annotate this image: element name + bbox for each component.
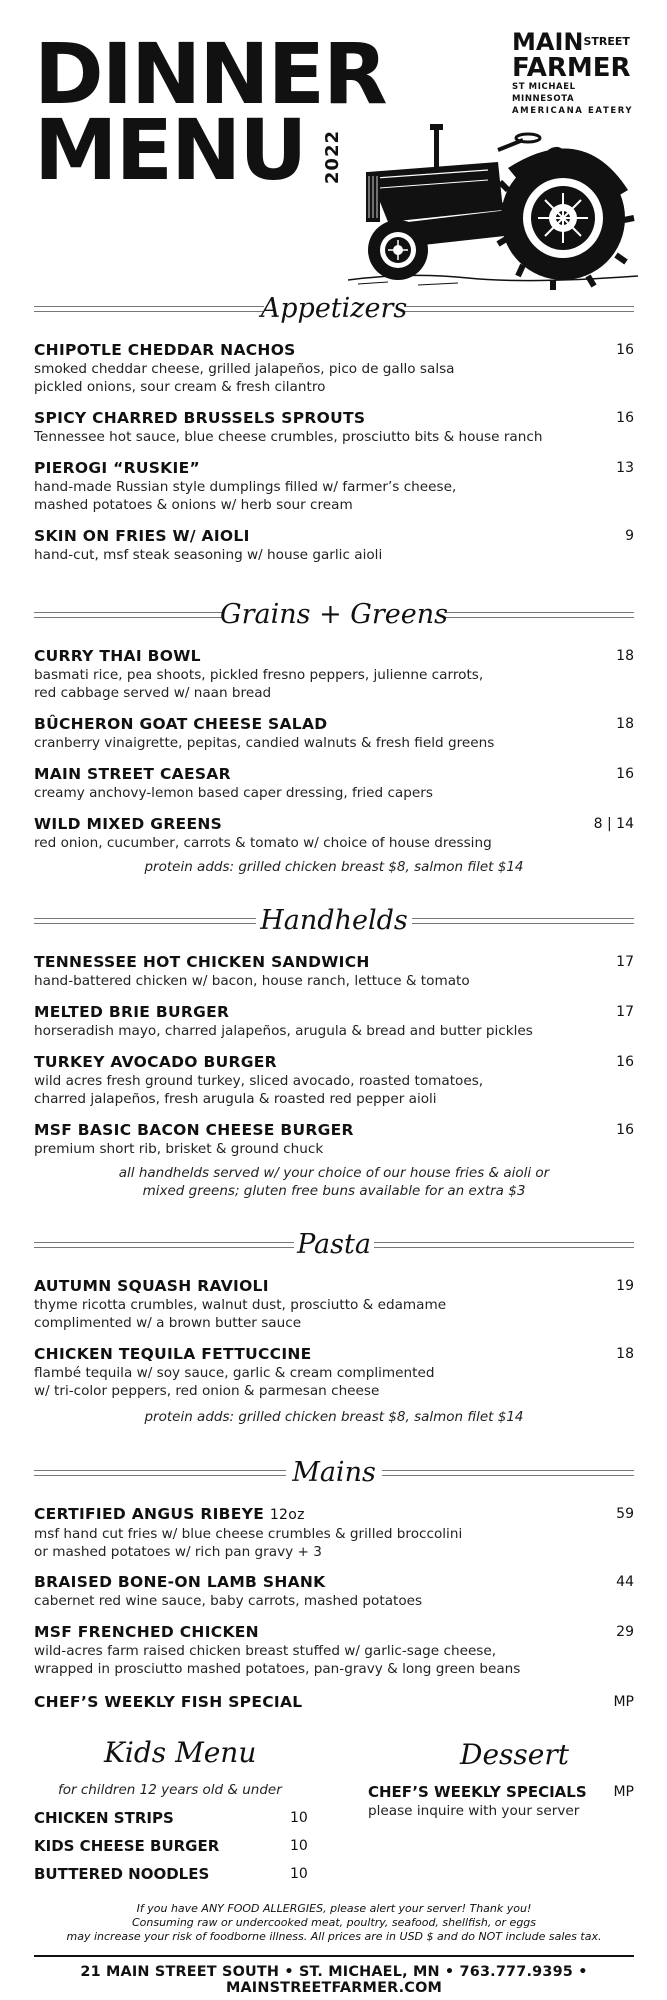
menu-item	[34, 1572, 634, 1610]
item-name: MSF FRENCHED CHICKEN	[34, 1623, 259, 1641]
item-description: wrapped in prosciutto mashed potatoes, pan-gravy & long green beans	[34, 1661, 521, 1677]
item-name: CHEF’S WEEKLY SPECIALS	[368, 1783, 587, 1801]
menu-item	[34, 1002, 634, 1040]
item-price: 17	[616, 1004, 634, 1020]
section-pasta-header	[34, 1228, 634, 1262]
menu-item	[34, 408, 634, 446]
item-price: 8 | 14	[593, 816, 634, 832]
item-description: wild acres fresh ground turkey, sliced avocado, roasted tomatoes,	[34, 1073, 484, 1089]
brand-tagline: AMERICANA EATERY	[512, 106, 634, 116]
item-description: cranberry vinaigrette, pepitas, candied walnuts & fresh field greens	[34, 735, 495, 751]
item-name: CHEF’S WEEKLY FISH SPECIAL	[34, 1693, 303, 1711]
handhelds-note: all handhelds served w/ your choice of our house fries & aioli or	[118, 1165, 550, 1181]
footer-divider	[34, 1955, 634, 1957]
menu-item	[34, 1344, 634, 1400]
item-price: 16	[616, 766, 634, 782]
item-name: AUTUMN SQUASH RAVIOLI	[34, 1277, 269, 1295]
item-description: flambé tequila w/ soy sauce, garlic & cream complimented	[34, 1365, 435, 1381]
section-title: Handhelds	[260, 905, 408, 936]
item-name: CHIPOTLE CHEDDAR NACHOS	[34, 341, 296, 359]
section-mains-header	[34, 1456, 634, 1490]
dessert-item	[368, 1782, 634, 1820]
protein-adds-note: protein adds: grilled chicken breast $8, salmon filet $14	[144, 859, 524, 875]
item-name: MELTED BRIE BURGER	[34, 1003, 230, 1021]
item-description: premium short rib, brisket & ground chuck	[34, 1141, 324, 1157]
menu-item	[34, 646, 634, 702]
item-price: 18	[616, 1346, 634, 1362]
kids-menu-subtitle: for children 12 years old & under	[58, 1782, 282, 1798]
menu-item	[34, 1692, 634, 1712]
menu-item	[34, 526, 634, 564]
handhelds-note: mixed greens; gluten free buns available for an extra $3	[142, 1183, 526, 1199]
item-name: SPICY CHARRED BRUSSELS SPROUTS	[34, 409, 366, 427]
item-name: CERTIFIED ANGUS RIBEYE	[34, 1505, 265, 1523]
dessert-title: Dessert	[460, 1738, 569, 1771]
item-name: BUTTERED NOODLES	[34, 1865, 210, 1883]
item-description: charred jalapeños, fresh arugula & roasted red pepper aioli	[34, 1091, 437, 1107]
item-description: hand-battered chicken w/ bacon, house ranch, lettuce & tomato	[34, 973, 470, 989]
item-description: thyme ricotta crumbles, walnut dust, prosciutto & edamame	[34, 1297, 447, 1313]
item-description: hand-made Russian style dumplings filled w/ farmer’s cheese,	[34, 479, 457, 495]
item-size: 12oz	[269, 1507, 305, 1523]
brand-logo	[512, 30, 636, 117]
item-description: hand-cut, msf steak seasoning w/ house garlic aioli	[34, 547, 383, 563]
section-handhelds-header	[34, 904, 634, 938]
item-description: msf hand cut fries w/ blue cheese crumbles & grilled broccolini	[34, 1526, 463, 1542]
item-price: 29	[616, 1624, 634, 1640]
item-name: BÛCHERON GOAT CHEESE SALAD	[34, 715, 328, 733]
item-description: red cabbage served w/ naan bread	[34, 685, 272, 701]
brand-main: MAIN	[512, 28, 584, 56]
section-title: Appetizers	[260, 293, 408, 324]
menu-item	[34, 1622, 634, 1678]
item-price: 18	[616, 648, 634, 664]
item-name: MSF BASIC BACON CHEESE BURGER	[34, 1121, 354, 1139]
item-description: complimented w/ a brown butter sauce	[34, 1315, 302, 1331]
item-description: basmati rice, pea shoots, pickled fresno peppers, julienne carrots,	[34, 667, 484, 683]
kids-item	[34, 1836, 312, 1856]
menu-item	[34, 764, 634, 802]
item-price: 17	[616, 954, 634, 970]
item-name: CHICKEN TEQUILA FETTUCCINE	[34, 1345, 312, 1363]
item-price: 18	[616, 716, 634, 732]
item-description: wild-acres farm raised chicken breast stuffed w/ garlic-sage cheese,	[34, 1643, 497, 1659]
disclaimer-line: Consuming raw or undercooked meat, poultry, seafood, shellfish, or eggs	[131, 1916, 537, 1929]
item-description: or mashed potatoes w/ rich pan gravy + 3	[34, 1544, 322, 1560]
item-price: 16	[616, 1122, 634, 1138]
item-price: 16	[616, 410, 634, 426]
item-price: 16	[616, 342, 634, 358]
allergy-disclaimer	[34, 1902, 634, 1944]
item-name: CURRY THAI BOWL	[34, 647, 201, 665]
menu-item	[34, 458, 634, 514]
menu-item	[34, 814, 634, 852]
brand-farmer: FARMER	[512, 53, 631, 83]
brand-street: STREET	[583, 35, 630, 48]
item-price: 19	[616, 1278, 634, 1294]
section-title: Pasta	[297, 1229, 371, 1260]
item-price: MP	[613, 1694, 634, 1710]
kids-item	[34, 1864, 312, 1884]
section-appetizers-header	[34, 292, 634, 326]
item-description: pickled onions, sour cream & fresh cilantro	[34, 379, 326, 395]
item-description: Tennessee hot sauce, blue cheese crumbles, prosciutto bits & house ranch	[34, 429, 543, 445]
item-description: w/ tri-color peppers, red onion & parmesan cheese	[34, 1383, 380, 1399]
item-name: PIEROGI “RUSKIE”	[34, 459, 200, 477]
protein-adds-note: protein adds: grilled chicken breast $8, salmon filet $14	[144, 1409, 524, 1425]
menu-item	[34, 714, 634, 752]
footer-contact: 21 MAIN STREET SOUTH • ST. MICHAEL, MN • 763.777.9395 • MAINSTREETFARMER.COM	[80, 1964, 588, 1996]
item-price: 59	[616, 1506, 634, 1522]
item-name: BRAISED BONE-ON LAMB SHANK	[34, 1573, 326, 1591]
section-title: Grains + Greens	[220, 599, 448, 630]
menu-item	[34, 1052, 634, 1108]
disclaimer-line: may increase your risk of foodborne illness. All prices are in USD $ and do NOT include sales tax.	[66, 1930, 602, 1943]
item-description: please inquire with your server	[368, 1803, 580, 1819]
menu-item	[34, 1120, 634, 1158]
item-name: SKIN ON FRIES W/ AIOLI	[34, 527, 250, 545]
menu-item	[34, 340, 634, 396]
item-name: MAIN STREET CAESAR	[34, 765, 231, 783]
menu-year: 2022	[322, 130, 343, 185]
menu-title-line1: DINNER	[34, 25, 386, 123]
item-description: smoked cheddar cheese, grilled jalapeños, pico de gallo salsa	[34, 361, 455, 377]
tractor-illustration	[348, 110, 638, 290]
menu-item	[34, 1276, 634, 1332]
item-description: horseradish mayo, charred jalapeños, arugula & bread and butter pickles	[34, 1023, 533, 1039]
item-price: 10	[290, 1838, 308, 1854]
item-description: red onion, cucumber, carrots & tomato w/ choice of house dressing	[34, 835, 492, 851]
item-name: KIDS CHEESE BURGER	[34, 1837, 220, 1855]
menu-title-line2: MENU	[34, 101, 306, 199]
item-price: 44	[616, 1574, 634, 1590]
kids-item	[34, 1808, 312, 1828]
menu-item	[34, 1504, 634, 1561]
item-description: creamy anchovy-lemon based caper dressing, fried capers	[34, 785, 433, 801]
disclaimer-line: If you have ANY FOOD ALLERGIES, please alert your server! Thank you!	[136, 1902, 532, 1915]
item-price: 10	[290, 1810, 308, 1826]
kids-menu-title: Kids Menu	[104, 1736, 257, 1769]
item-price: 9	[625, 528, 634, 544]
item-name: WILD MIXED GREENS	[34, 815, 223, 833]
menu-item	[34, 952, 634, 990]
section-grains-header	[34, 598, 634, 632]
item-description: mashed potatoes & onions w/ herb sour cream	[34, 497, 353, 513]
item-price: 16	[616, 1054, 634, 1070]
item-name: CHICKEN STRIPS	[34, 1809, 174, 1827]
item-price: MP	[613, 1784, 634, 1800]
section-title: Mains	[292, 1457, 376, 1488]
brand-location: ST MICHAEL MINNESOTA	[512, 82, 576, 104]
item-name: TURKEY AVOCADO BURGER	[34, 1053, 277, 1071]
item-description: cabernet red wine sauce, baby carrots, mashed potatoes	[34, 1593, 423, 1609]
item-price: 10	[290, 1866, 308, 1882]
item-price: 13	[616, 460, 634, 476]
item-name: TENNESSEE HOT CHICKEN SANDWICH	[34, 953, 370, 971]
